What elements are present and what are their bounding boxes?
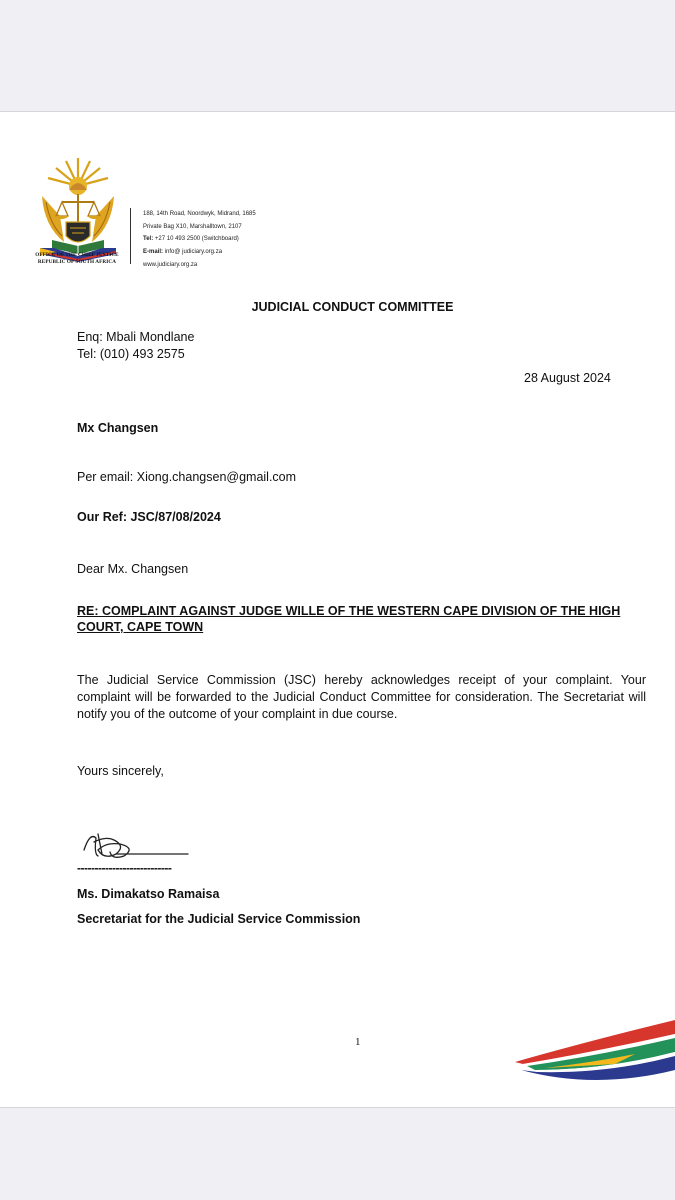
flag-swoosh-icon (515, 1012, 675, 1087)
recipient-email: Per email: Xiong.changsen@gmail.com (77, 470, 297, 484)
enquiry-contact: Enq: Mbali Mondlane (77, 330, 195, 344)
address-tel (143, 233, 256, 246)
address-website: www.judiciary.org.za (143, 261, 198, 268)
tel-value: +27 10 493 2500 (Switchboard) (154, 236, 239, 243)
signatory-title: Secretariat for the Judicial Service Commission (77, 912, 361, 926)
subject-line: RE: COMPLAINT AGAINST JUDGE WILLE OF THE WESTERN CAPE DIVISION OF THE HIGH COURT, CAPE TOWN (77, 604, 621, 634)
body-paragraph: The Judicial Service Commission (JSC) hereby acknowledges receipt of your complaint. Your complaint will be forwarded to the Judicial Conduct Committee for consideration. The Secretariat will notify you of the outcome of your complaint in due course. (77, 673, 646, 721)
signature-image (76, 824, 191, 862)
crest-caption-line2: REPUBLIC OF SOUTH AFRICA (37, 258, 117, 265)
letter-date: 28 August 2024 (524, 371, 611, 385)
address-line1: 188, 14th Road, Noordwyk, Midrand, 1685 (143, 211, 256, 217)
address-email (143, 246, 256, 259)
email-value: info@ judiciary.org.za (164, 249, 223, 256)
letterhead-address (143, 208, 256, 272)
closing: Yours sincerely, (77, 764, 164, 778)
letter-page (0, 111, 675, 1108)
crest-caption-line1: OFFICE OF THE CHIEF JUSTICE (35, 252, 119, 258)
letterhead-divider (130, 208, 131, 264)
crest-caption (28, 252, 126, 265)
signatory-name: Ms. Dimakatso Ramaisa (77, 887, 220, 901)
tel-label: Tel: (143, 236, 154, 243)
page-number: 1 (355, 1036, 361, 1048)
signature-line: --------------------------- (77, 861, 172, 875)
enquiry-tel: Tel: (010) 493 2575 (77, 347, 185, 361)
address-line2: Private Bag X10, Marshalltown, 2107 (143, 223, 242, 230)
committee-heading: JUDICIAL CONDUCT COMMITTEE (251, 300, 454, 314)
reference-number: Our Ref: JSC/87/08/2024 (77, 510, 221, 524)
recipient-name: Mx Changsen (77, 421, 159, 435)
email-label: E-mail: (143, 249, 164, 256)
salutation: Dear Mx. Changsen (77, 562, 189, 576)
